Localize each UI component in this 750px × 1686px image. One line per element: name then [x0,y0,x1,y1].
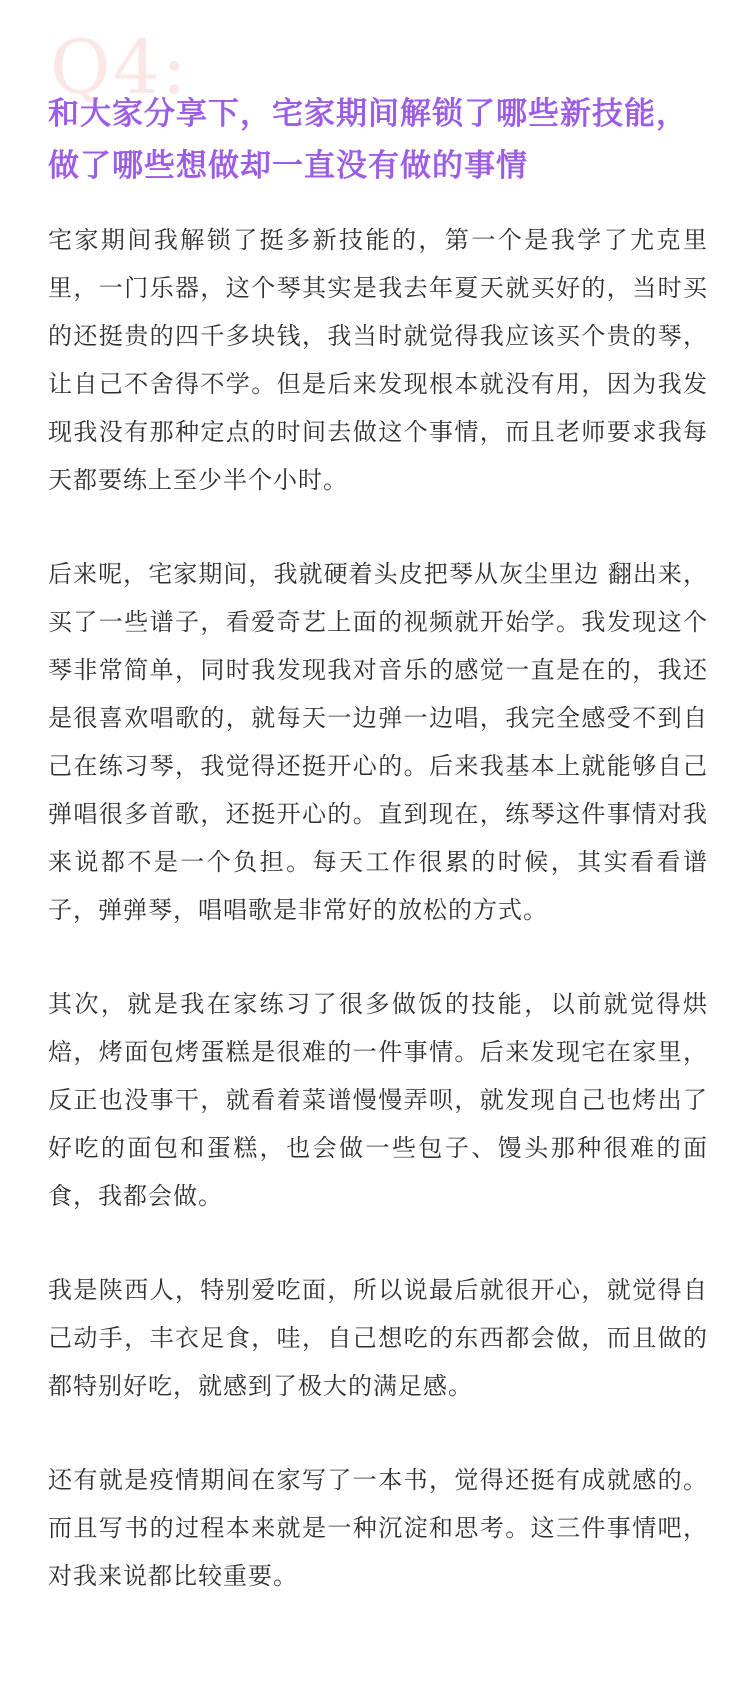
answer-paragraph-2: 后来呢，宅家期间，我就硬着头皮把琴从灰尘里边 翻出来，买了一些谱子，看爱奇艺上面的视频就开始学。我发现这个琴非常简单，同时我发现我对音乐的感觉一直是在的，我还是很喜欢唱歌的，就每天一边弹一边唱，我完全感受不到自己在练习琴，我觉得还挺开心的。后来我基本上就能够自己弹唱很多首歌，还挺开心的。直到现在，练琴这件事情对我来说都不是一个负担。每天工作很累的时候，其实看看谱子，弹弹琴，唱唱歌是非常好的放松的方式。 [48,560,708,924]
answer-paragraph-3: 其次，就是我在家练习了很多做饭的技能，以前就觉得烘焙，烤面包烤蛋糕是很难的一件事情。后来发现宅在家里，反正也没事干，就看着菜谱慢慢弄呗，就发现自己也烤出了好吃的面包和蛋糕，也会做一些包子、馒头那种很难的面食，我都会做。 [48,990,708,1210]
question-title: 和大家分享下，宅家期间解锁了哪些新技能，做了哪些想做却一直没有做的事情 [48,96,688,184]
answer-paragraph-4: 我是陕西人，特别爱吃面，所以说最后就很开心，就觉得自己动手，丰衣足食，哇，自己想吃的东西都会做，而且做的都特别好吃，就感到了极大的满足感。 [48,1276,708,1400]
answer-body [48,216,708,1646]
question-number-watermark: Q4: [50,25,189,111]
answer-paragraph-1: 宅家期间我解锁了挺多新技能的，第一个是我学了尤克里里，一门乐器，这个琴其实是我去年夏天就买好的，当时买的还挺贵的四千多块钱，我当时就觉得我应该买个贵的琴，让自己不舍得不学。但是后来发现根本就没有用，因为我发现我没有那种定点的时间去做这个事情，而且老师要求我每天都要练上至少半个小时。 [48,226,708,494]
answer-paragraph-5: 还有就是疫情期间在家写了一本书，觉得还挺有成就感的。而且写书的过程本来就是一种沉淀和思考。这三件事情吧，对我来说都比较重要。 [48,1466,708,1590]
